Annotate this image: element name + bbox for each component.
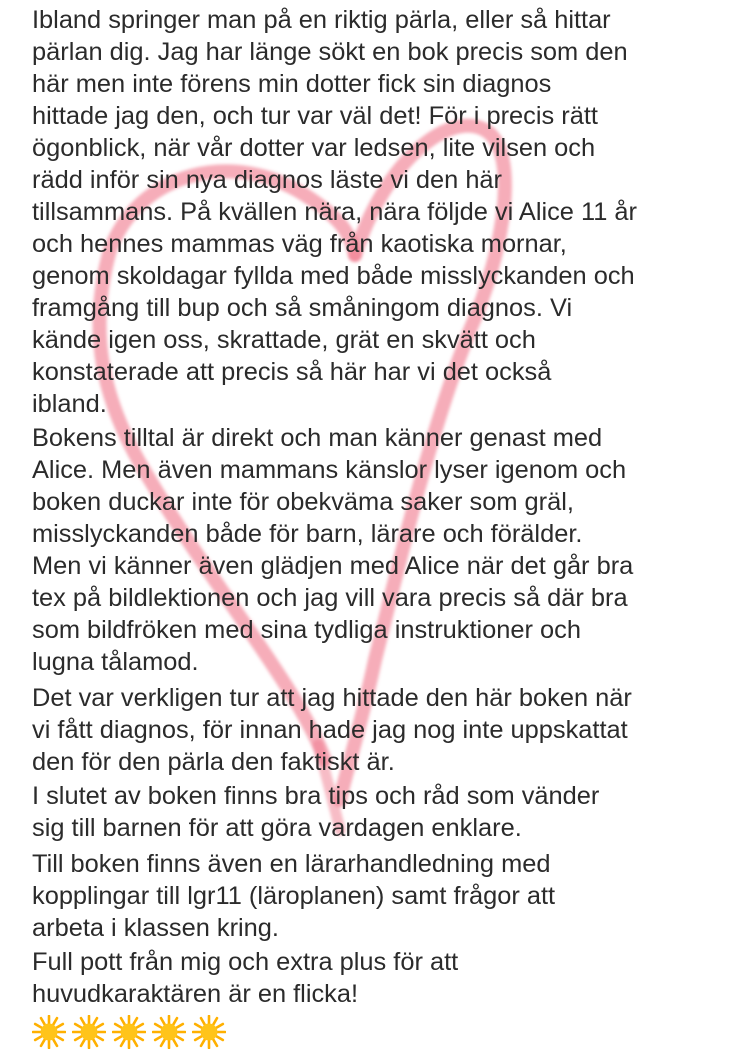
review-line: Men vi känner även glädjen med Alice när det går bra (32, 552, 634, 580)
review-paragraph (32, 682, 732, 778)
review-line: pärlan dig. Jag har länge sökt en bok precis som den (32, 38, 628, 66)
review-line: sig till barnen för att göra vardagen enklare. (32, 814, 522, 842)
review-line: framgång till bup och så småningom diagnos. Vi (32, 294, 573, 322)
review-line: Det var verkligen tur att jag hittade den här boken när (32, 684, 632, 712)
sun-rating (32, 1015, 732, 1049)
sun-emoji-icon (32, 1015, 66, 1049)
review-line: tillsammans. På kvällen nära, nära följde vi Alice 11 år (32, 198, 637, 226)
review-line: som bildfröken med sina tydliga instruktioner och (32, 616, 581, 644)
review-line: boken duckar inte för obekväma saker som gräl, (32, 488, 574, 516)
review-line: misslyckanden både för barn, lärare och förälder. (32, 520, 583, 548)
review-line: den för den pärla den faktiskt är. (32, 748, 395, 776)
review-line: konstaterade att precis så här har vi det också (32, 358, 552, 386)
sun-emoji-icon (112, 1015, 146, 1049)
review-line: rädd inför sin nya diagnos läste vi den här (32, 166, 503, 194)
review-line: här men inte förens min dotter fick sin diagnos (32, 70, 552, 98)
review-line: Till boken finns även en lärarhandledning med (32, 850, 551, 878)
review-line: kopplingar till lgr11 (läroplanen) samt frågor att (32, 882, 556, 910)
review-line: Bokens tilltal är direkt och man känner genast med (32, 424, 603, 452)
review-line: kände igen oss, skrattade, grät en skvätt och (32, 326, 536, 354)
review-paragraph (32, 848, 732, 944)
review-line: ögonblick, när vår dotter var ledsen, lite vilsen och (32, 134, 596, 162)
sun-emoji-icon (192, 1015, 226, 1049)
review-line: arbeta i klassen kring. (32, 914, 279, 942)
review-paragraph (32, 780, 732, 844)
review-line: I slutet av boken finns bra tips och råd som vänder (32, 782, 600, 810)
review-line: Ibland springer man på en riktig pärla, eller så hittar (32, 6, 611, 34)
review-line: genom skoldagar fyllda med både misslyckanden och (32, 262, 635, 290)
review-paragraph (32, 422, 732, 678)
review-line: tex på bildlektionen och jag vill vara precis så där bra (32, 584, 628, 612)
review-line: Alice. Men även mammans känslor lyser igenom och (32, 456, 627, 484)
review-line: huvudkaraktären är en flicka! (32, 980, 359, 1008)
review-line: och hennes mammas väg från kaotiska mornar, (32, 230, 567, 258)
review-line: ibland. (32, 390, 107, 418)
review-paragraph (32, 4, 732, 420)
sun-emoji-icon (152, 1015, 186, 1049)
review-line: lugna tålamod. (32, 648, 199, 676)
sun-emoji-icon (72, 1015, 106, 1049)
review-line: Full pott från mig och extra plus för att (32, 948, 459, 976)
review-line: hittade jag den, och tur var väl det! För i precis rätt (32, 102, 598, 130)
review-line: vi fått diagnos, för innan hade jag nog inte uppskattat (32, 716, 628, 744)
review-text (32, 4, 732, 1049)
review-paragraph (32, 946, 732, 1010)
